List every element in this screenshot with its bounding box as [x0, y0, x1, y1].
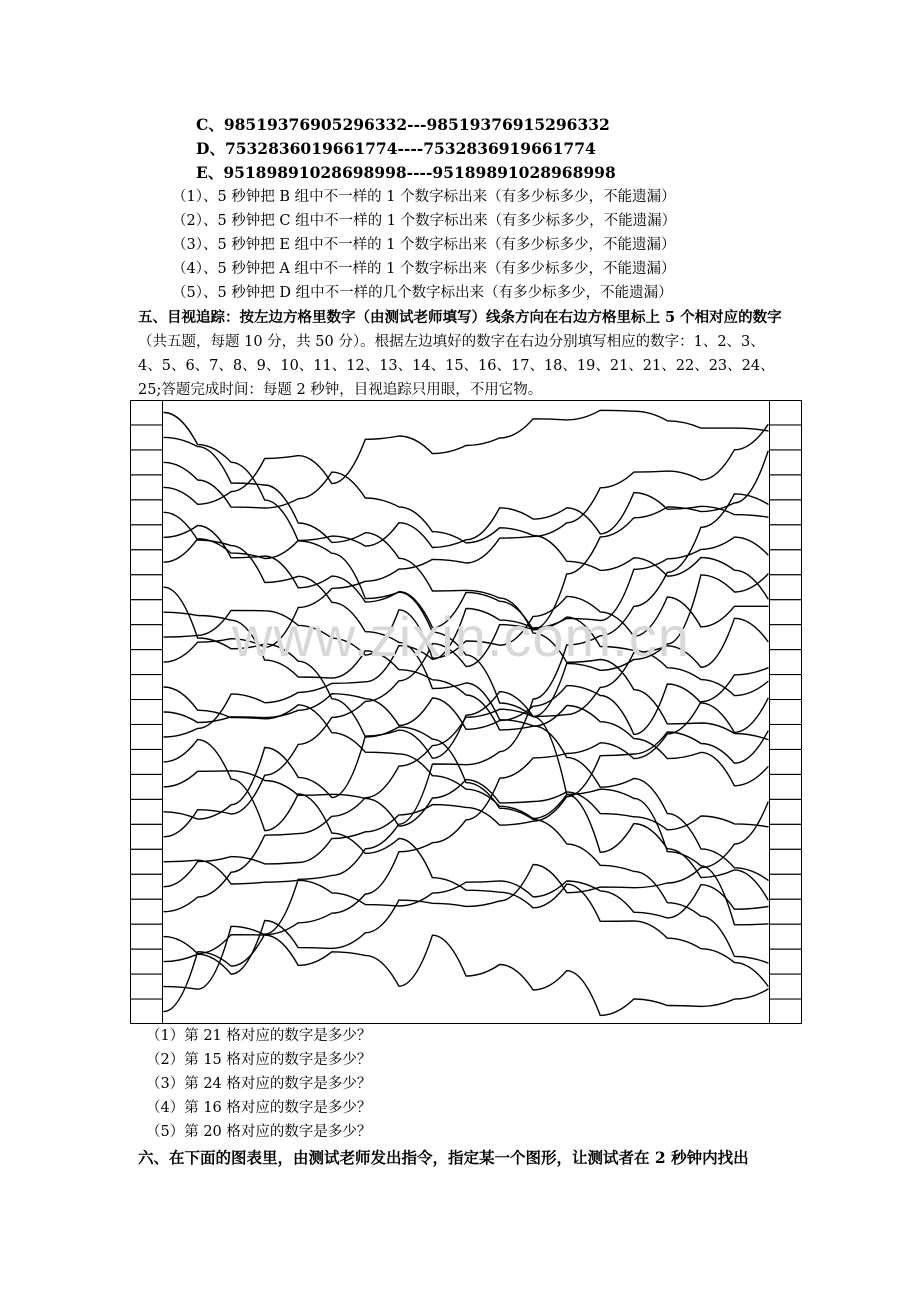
- right-cell-24[interactable]: [770, 974, 802, 999]
- left-cell-25[interactable]: [131, 999, 163, 1024]
- left-cell-12[interactable]: [131, 675, 163, 700]
- question-3: （3）第 24 格对应的数字是多少？: [146, 1076, 372, 1092]
- left-cell-2[interactable]: [131, 425, 163, 450]
- question-2: （2）第 15 格对应的数字是多少？: [146, 1052, 372, 1068]
- question-5: （5）第 20 格对应的数字是多少？: [146, 1124, 372, 1140]
- left-cell-17[interactable]: [131, 799, 163, 824]
- left-cell-3[interactable]: [131, 450, 163, 475]
- right-cell-11[interactable]: [770, 650, 802, 675]
- left-cell-22[interactable]: [131, 924, 163, 949]
- right-cell-14[interactable]: [770, 724, 802, 749]
- tracing-line-25: [164, 494, 768, 1012]
- left-cell-8[interactable]: [131, 575, 163, 600]
- left-cell-23[interactable]: [131, 949, 163, 974]
- watermark: www.zixin.com.cn: [232, 605, 690, 668]
- left-cell-5[interactable]: [131, 500, 163, 525]
- left-cell-13[interactable]: [131, 700, 163, 725]
- question-4: （4）第 16 格对应的数字是多少？: [146, 1100, 372, 1116]
- section5-body: 根据左边填好的数字在右边分别填写相应的数字：1、2、3、4、5、6、7、8、9、10、11、12、13、14、15、16、17、18、19、21、21、22、23、24、25;答题完成时间：每题 2 秒钟，目视追踪只用眼，不用它物。: [138, 334, 775, 398]
- left-cell-16[interactable]: [131, 774, 163, 799]
- compare-item-e: E、95189891028698998----95189891028968998: [196, 163, 616, 182]
- tracing-line-3: [164, 462, 768, 599]
- right-cell-21[interactable]: [770, 899, 802, 924]
- left-cell-24[interactable]: [131, 974, 163, 999]
- left-cell-4[interactable]: [131, 475, 163, 500]
- section5-score: （共五题，每题 10 分，共 50 分）。: [138, 334, 375, 350]
- tracing-lines: [164, 410, 768, 1015]
- right-cell-17[interactable]: [770, 799, 802, 824]
- left-answer-cells: [131, 400, 163, 1024]
- right-cell-25[interactable]: [770, 999, 802, 1024]
- task-1: （1）、5 秒钟把 B 组中不一样的 1 个数字标出来（有多少标多少，不能遗漏）: [172, 189, 676, 205]
- right-cell-23[interactable]: [770, 949, 802, 974]
- right-answer-cells: [770, 400, 802, 1024]
- compare-item-d: D、7532836019661774----7532836919661774: [196, 139, 596, 158]
- right-cell-20[interactable]: [770, 874, 802, 899]
- section5-paragraph: [138, 306, 788, 402]
- right-cell-22[interactable]: [770, 924, 802, 949]
- tracing-line-13: [164, 684, 768, 734]
- right-cell-6[interactable]: [770, 525, 802, 550]
- left-cell-18[interactable]: [131, 824, 163, 849]
- left-cell-7[interactable]: [131, 550, 163, 575]
- tracing-line-4: [164, 410, 768, 504]
- compare-item-c: C、98519376905296332---98519376915296332: [196, 115, 610, 134]
- right-cell-3[interactable]: [770, 450, 802, 475]
- right-cell-2[interactable]: [770, 425, 802, 450]
- left-cell-1[interactable]: [131, 400, 163, 425]
- right-cell-19[interactable]: [770, 849, 802, 874]
- right-cell-16[interactable]: [770, 774, 802, 799]
- left-cell-9[interactable]: [131, 600, 163, 625]
- left-cell-10[interactable]: [131, 625, 163, 650]
- left-cell-6[interactable]: [131, 525, 163, 550]
- task-2: （2）、5 秒钟把 C 组中不一样的 1 个数字标出来（有多少标多少，不能遗漏）: [172, 213, 677, 229]
- tracing-line-12: [164, 687, 768, 900]
- tracing-line-20: [164, 731, 768, 887]
- left-cell-19[interactable]: [131, 849, 163, 874]
- right-cell-7[interactable]: [770, 550, 802, 575]
- task-4: （4）、5 秒钟把 A 组中不一样的 1 个数字标出来（有多少标多少，不能遗漏）: [172, 261, 676, 277]
- section6-title: 六、在下面的图表里，由测试老师发出指令，指定某一个图形，让测试者在 2 秒钟内找出: [138, 1148, 749, 1167]
- question-1: （1）第 21 格对应的数字是多少？: [146, 1028, 372, 1044]
- right-cell-1[interactable]: [770, 400, 802, 425]
- right-cell-9[interactable]: [770, 600, 802, 625]
- left-cell-11[interactable]: [131, 650, 163, 675]
- right-cell-8[interactable]: [770, 575, 802, 600]
- line-tracing-maze: [130, 400, 802, 1024]
- task-5: （5）、5 秒钟把 D 组中不一样的几个数字标出来（有多少标多少，不能遗漏）: [172, 285, 673, 301]
- right-cell-12[interactable]: [770, 675, 802, 700]
- right-cell-5[interactable]: [770, 500, 802, 525]
- right-cell-15[interactable]: [770, 749, 802, 774]
- left-cell-15[interactable]: [131, 749, 163, 774]
- right-cell-4[interactable]: [770, 475, 802, 500]
- task-3: （3）、5 秒钟把 E 组中不一样的 1 个数字标出来（有多少标多少，不能遗漏）: [172, 237, 676, 253]
- left-cell-20[interactable]: [131, 874, 163, 899]
- left-cell-14[interactable]: [131, 724, 163, 749]
- right-cell-10[interactable]: [770, 625, 802, 650]
- right-cell-18[interactable]: [770, 824, 802, 849]
- tracing-line-7: [164, 493, 768, 563]
- tracing-line-19: [164, 860, 768, 918]
- section5-title: 五、目视追踪：按左边方格里数字（由测试老师填写）线条方向在右边方格里标上 5 个相对应的数字: [138, 309, 782, 326]
- left-cell-21[interactable]: [131, 899, 163, 924]
- right-cell-13[interactable]: [770, 700, 802, 725]
